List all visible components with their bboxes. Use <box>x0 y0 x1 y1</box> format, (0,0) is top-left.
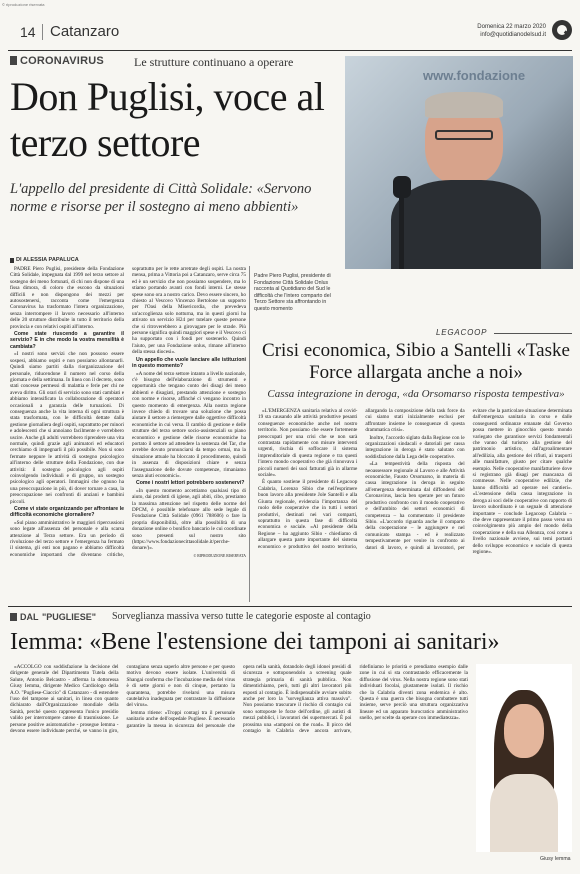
header-email: info@quotidianodelsud.it <box>480 32 546 38</box>
pugliese-tag-prefix: DAL <box>20 612 39 622</box>
pugliese-marker <box>10 613 17 621</box>
kicker-text: Le strutture continuano a operare <box>134 55 294 69</box>
legacoop-paragraph: «La tempestività della risposta del neoassessore regionale al Lavoro e alle Attività economiche, Fausto Orsomarso, in materia di cassa integrazione in deroga in seguito all'emergenza determinata dal diffondersi del Coronavirus, lascia ben sperare per un futuro produttivo confronto con il mondo cooperativo e dell'ambito dei settori economici di competenza – ha commentato il presidente Sibio. «L'accordo riguarda anche il comparto della cooperazione – le aggiungere e nel comunicato stampa - ed è realizzato tempestivamente per venire in confronto ai datori di lavoro, e quindi ai lavoratori, per evitare che la particolare situazione determinata dall'emergenza sanitaria in corso e dalle conseguenti ordinanze emanate dal Governo possa mettere in ginocchio questo mondo variegato che garantisce servizi fondamentali che vanno dal turismo alla gestione del patrimonio artistico, dall'agroalimentare all'edilizia, alla gestione dei rifiuti, ai trasporti alle manifatture, giusto per citare qualche esempio. Nelle cooperative manifatturiere dove si registrano già disagi per mancanza di commesse. Nelle cooperative edilizie, che hanno difficoltà ad operare nei cantieri». «L'estensione della cassa integrazione in deroga ai soci delle cooperative con rapporto di lavoro subordinato è un segnale di attenzione importante – conclude Legacoop Calabria – che deve rappresentare il primo passo verso un coinvolgimento più ampio del mondo della cooperazione e della sua Alleanza, così come a livello nazionale avviene, sui temi portanti dello sviluppo economico e sociale di questa regione». <box>365 408 572 555</box>
pugliese-kicker: Sorveglianza massiva verso tutte le categorie esposte al contagio <box>112 611 371 622</box>
iemma-photo <box>476 664 572 852</box>
legacoop-subhead: Cassa integrazione in deroga, «da Orsomarso risposta tempestiva» <box>267 388 565 400</box>
section-title: Catanzaro <box>50 23 120 40</box>
iemma-face <box>504 704 544 758</box>
main-subhead: L'appello del presidente di Città Solidale: «Servono norme e risorse per il sostegno ai meno abbienti» <box>10 181 312 215</box>
pugliese-tag: "PUGLIESE" <box>42 612 97 622</box>
pugliese-body <box>10 664 468 866</box>
article1-paragraph: «A nome del terzo settore intanto a livello nazionale, c'è bisogno dell'elaborazione di strumenti e opportunità che tengano conto dei disagi dei meno abbienti e disagiati, prestando attenzione e sostegno con norme e risorse, affinché ci vengano incontro in questo momento di emergenza. Alla nostra regione invece chiedo di trovare una soluzione che possa aiutare il settore a riemergere dalle oggettive difficoltà economiche in cui versa. Il cambio di gestione e delle strutture del terzo settore socio-assistenziali su piano economico e gestione delle risorse economiche ha portato il settore ad attendere la sentenza del Tar, che avrebbe dovuto pronunciarsi da tempo ormai, ma la situazione attuale ha bloccato il procedimento, quindi in assenza di disposizioni chiare e senza l'assegnazione delle dovute competenze, rimaniamo senza aiuti economici». <box>132 370 246 479</box>
iemma-body <box>490 774 558 852</box>
newspaper-logo-icon <box>552 20 572 40</box>
byline-marker <box>10 258 14 263</box>
photo-banner-text: www.fondazione <box>423 68 526 83</box>
column-divider <box>249 266 250 602</box>
article1-question: Come state riuscendo a garantire il servizio? E in che modo la vostra mensilità è cambiata? <box>10 331 124 350</box>
legacoop-headline: Crisi economica, Sibio a Santelli «Taske Force allargata anche a noi» <box>262 340 570 383</box>
byline: DI ALESSIA PAPALUCA <box>16 257 79 263</box>
header-rule <box>8 50 572 51</box>
microphone-stand <box>399 196 404 269</box>
copyright-notice: © riproduzione riservata <box>2 2 45 7</box>
article1-footer: © RIPRODUZIONE RISERVATA <box>193 553 246 558</box>
article1-paragraph: PADRE Piero Puglisi, presidente della Fondazione Città Solidale, impegnata dal 1999 nel terzo settore al sostegno dei meno fortunati, di chi non dispone di una fissa dimora, di coloro che escono da situazioni difficili e non dispongono dei mezzi per autosostenersi, racconta come l'emergenza Coronavirus ha trasformato l'intera organizzazione, senza interrompere il lavoro necessario all'interno delle 20 strutture distribuite in tutto il territorio della provincia e con relativi ospiti all'interno. <box>10 266 124 330</box>
pugliese-paragraph: Iemma ritiene: «Troppi contagi tra il personale sanitario anche dell'ospedale Pugliese. È necessario garantire la messa in sicurezza del personale che opera nella sanità, dotandolo degli idonei presidi di sicurezza e sottoponendolo a screening quale strategia primaria di sanità pubblica. Non dimentichiamo, però, tutti gli altri lavoratori più esposti al contagio. È indispensabile avviare subito anche per loro la "sorveglianza attiva massiva". Non possiamo trascurare il rischio di contagio cui sono sottoposte le forze dell'ordine, gli autisti di mezzi pubblici, i lavoratori dei supermercati. È poi prossima una «tamponi on the road». Il picco del contagio in Calabria deve ancora arrivare, ridefiniamo le priorità e prendiamo esempio dalle zone in cui si sta contrastando efficacemente la diffusione del virus. Nella nostra regione sono stati individuati focolai, giustamente isolati. Il rischio che la Calabria diventi zona endemica è alto. Questa è una guerra che bisogna combattere tutti insieme, serve perciò una struttura organizzativa lineare ed un apparato burocratico amministrativo snello, per scelte da operare con immediatezza». <box>126 664 468 735</box>
puglisi-photo <box>345 56 573 269</box>
article1-body <box>10 266 246 602</box>
header-divider <box>42 24 43 40</box>
kicker-label: CORONAVIRUS <box>20 55 104 67</box>
person-body <box>391 180 541 269</box>
article1-paragraph: «Sul piano amministrativo le maggiori ripercussioni sono legate all'assenza del personale e alla scarsa attenzione al Terzo settore. Era un periodo di rivoluzione del terzo settore e l'emergenza ha fermato il sistema, gli enti non pagano e abbiamo difficoltà economiche importanti che diventano critiche, soprattutto per le rette arretrate degli ospiti. La nostra mensa, prima a Vittoria poi a Catanzaro, serve circa 75 ed è un servizio che non possiamo sospendere, ma lo stiamo portando avanti con fondi interni. Le stesse spese sono ora a nostro carico. Devo essere sincero, ho chiesto al Vescovo Vincenzo Bertolone un supporto per l'Oasi della Misericordia, che prevedeva un'accoglienza solo notturna, ma in questi giorni ha attivato un servizio H24 per tutelare queste persone che si ritroverebbero a girovagare per le strade. Più persone significa quindi maggiori spese e il Vescovo ci ha supportato con i fondi per sostenerlo. Quindi l'aiuto, per una Fondazione onlus, rimane all'interno della stessa diocesi». <box>10 266 246 558</box>
main-headline: Don Puglisi, voce al terzo settore <box>10 74 325 165</box>
section-rule <box>8 606 572 607</box>
legacoop-paragraph: È quanto sostiene il presidente di Legacoop Calabria, Lorenzo Sibio che nell'esprimere buon lavoro alla presidente Jole Santelli e alla Giunta regionale, evidenzia l'importanza del ruolo delle cooperative che in tutti i settori produttivi, destinati nei vari comparti, soprattutto in questa fase di difficoltà economica e sociale. «Al presidente della Regione – ha aggiunto Sibio - chiediamo di allargare questa parte importante del sistema economico e produttivo del nostro territorio, allargando la composizione della task force da cui siamo stati inizialmente esclusi per affrontare insieme le conseguenze di questa drammatica crisi». <box>258 408 465 550</box>
legacoop-body <box>258 408 572 598</box>
iemma-photo-caption: Giusy Iemma <box>540 856 571 862</box>
pugliese-paragraph: «ACCOLGO con soddisfazione la decisione del dirigente generale del Dipartimento Tutela della Salute, Antonio Belcastro - afferma la dottoressa Giusy Iemma, dirigente Medico Cardiologo della A.O. "Pugliese-Ciaccio" di Catanzaro - di estendere l'uso del tampone ai sanitari, in linea con quanto dichiarato dall'Organizzazione mondiale della Sanità, perché questo rappresenta l'unico presidio valido per interrompere catene di trasmissione. Le persone positive asintomatiche - prosegue Iemma - devono essere individuate perché, se vanno in giro, contagiano senza saperlo altre persone e per questo motivo devono essere isolate. L'università di Shangai conferma che l'incubazione media del virus è di sette giorni e non di cinque, pertanto la quarantena, potrebbe rivelarsi una misura cautelativa inadeguata per contrastare la diffusione del virus». <box>10 664 235 735</box>
person-hair <box>425 92 503 118</box>
legacoop-tag: LEGACOOP <box>436 328 488 337</box>
article1-question: Come i nostri lettori potrebbero sostenervi? <box>136 480 245 487</box>
article1-paragraph: «In questo momento accettiamo qualsiasi tipo di aiuto, dai prodotti di igiene, agli abiti, cibo, prestiamo la massima attenzione nel rispetto delle norme del DPCM, è possibile telefonare allo sede legale di Fondazione Città Solidale (0961 788606) o fare la propria disponibilità, oltre alla possibilità di una donazione online o bonifico bancario le cui coordinate sono presenti sul nostro sito (https://www.fondazionecittasolidale.it/perche-donare/)». <box>132 487 246 552</box>
article1-question: Come vi state organizzando per affrontare le difficoltà economiche giornaliere? <box>10 506 124 519</box>
kicker-marker <box>10 56 17 65</box>
page-header <box>8 10 572 48</box>
header-date: Domenica 22 marzo 2020 <box>477 24 546 30</box>
microphone-icon <box>393 176 411 198</box>
legacoop-rule <box>494 333 572 334</box>
legacoop-paragraph: Inoltre, l'accordo siglato dalla Regione con le organizzazioni sindacali e datoriali per cassa integrazione in deroga è stato salutato con soddisfazione dalla Lega delle cooperative. <box>365 434 465 460</box>
photo-caption: Padre Piero Puglisi, presidente di Fondazione Città Solidale Onlus racconta al Quotidiano del Sud le difficoltà che l'intero comparto del Terzo Settore sta affrontando in questo momento <box>254 273 331 312</box>
article1-paragraph: «I nostri sono servizi che non possono essere sospesi, abbiamo ospiti e non possiamo allontanarli. Quindi siamo partiti dalla riorganizzazione del personale, riducendone il numero nel corso della giornata e della settimana. In linea con il decreto, sono stati concesse permessi di malattia e ferie per chi ne aveva diritto. Gli orari di servizio sono stati cambiati e abbiamo intensificato la collaborazione di operatori occasionali a garanzia delle turnazioni. Di conseguenza anche la vita interna di ogni struttura è stata trasformata, con le difficoltà dettate dalla gestione giornaliera degli ospiti, soprattutto per minori e adolescenti che si annoiano facilmente e vorrebbero uscire. Anche gli adulti vorrebbero riprendere una vita normale, quindi grazie agli animatori ed educatori cerchiamo di impegnarli il più possibile. Non si sono fermate neppure le attività di sostegno psicologico all'interno delle strutture della Fondazione, con due attività: il sostegno psicologico agli ospiti coinvolgendo individuali e di gruppo, un sostegno psicologico agli operatori. Immagini che ognuno ha una preoccupazione in più, di dover tornare a casa, la preoccupazione nei confronti di anziani e bambini piccoli. <box>10 351 124 505</box>
article1-question: Un appello che vuole lanciare alle istituzioni in questo momento? <box>132 356 246 370</box>
legacoop-paragraph: «L'EMERGENZA sanitaria relativa al covid-19 sta causando alle attività produttive pesanti conseguenze economiche anche nel nostro territorio. Non possiamo che essere fortemente preoccupati per una crisi che se non sarà contrastata rapidamente con misure interventi urgenti, rischia di soffocare il sistema imprenditoriale di questa regione e tra questi l'intero mondo cooperativo che già rinnovava i piccoli numeri dei suoi fatturati già in allarme sociale». <box>258 408 358 479</box>
pugliese-headline: Iemma: «Bene l'estensione dei tamponi ai sanitari» <box>10 629 500 655</box>
person-glasses <box>435 130 493 140</box>
page-number: 14 <box>20 24 36 40</box>
